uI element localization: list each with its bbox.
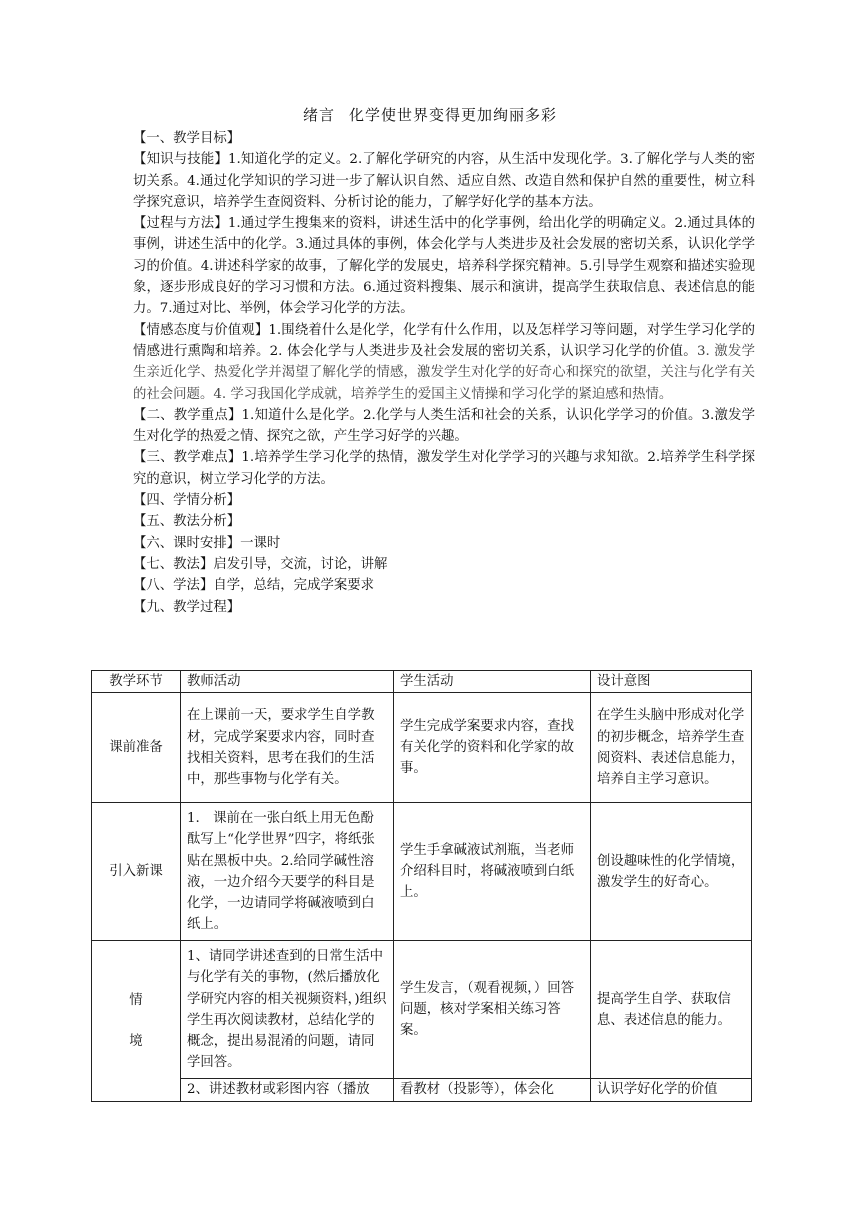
table-cell-student: 学生手拿碱液试剂瓶，当老师介绍科目时，将碱液喷到白纸上。: [394, 803, 591, 941]
paragraph-difficulties: 【三、教学难点】1.培养学生学习化学的热情，激发学生对化学学习的兴趣与求知欲。2.培养学生科学探究的意识，树立学习化学的方法。: [133, 450, 755, 487]
stage-char-2: 境: [129, 1033, 143, 1049]
section-heading-teaching-analysis: 【五、教法分析】: [133, 514, 241, 530]
table-cell-intent: 在学生头脑中形成对化学的初步概念，培养学生查阅资料、表述信息能力，培养自主学习意识。: [591, 693, 752, 803]
teaching-process-table: [91, 670, 752, 1102]
header-cell-student: 学生活动: [394, 671, 591, 693]
section-heading-teaching-method: 【七、教法】启发引导，交流，讨论，讲解: [133, 556, 388, 572]
section-heading-process: 【九、教学过程】: [133, 599, 241, 615]
paragraph-process-methods: 【过程与方法】1.通过学生搜集来的资料，讲述生活中的化学事例，给出化学的明确定义。2.通过具体的事例，讲述生活中的化学。3.通过具体的事例，体会化学与人类进步及社会发展的密切关系，认识化学学习的价值。4.讲述科学家的故事，了解化学的发展史，培养科学探究精神。5.引导学生观察和描述实验现象，逐步形成良好的学习习惯和方法。6.通过资料搜集、展示和演讲，提高学生获取信息、表述信息的能力。7.通过对比、举例，体会学习化学的方法。: [133, 216, 755, 317]
document-body: [133, 128, 755, 618]
table-row: [92, 1079, 752, 1101]
page-title: [0, 104, 860, 125]
table-cell-stage: [92, 941, 181, 1101]
stage-label-vertical: [98, 990, 174, 1053]
header-cell-stage: 教学环节: [92, 671, 181, 693]
table-cell-student: 学生完成学案要求内容，查找有关化学的资料和化学家的故事。: [394, 693, 591, 803]
table-row: [92, 803, 752, 941]
table-cell-intent: 创设趣味性的化学情境，激发学生的好奇心。: [591, 803, 752, 941]
section-heading-objectives: 【一、教学目标】: [133, 131, 241, 146]
table-cell-student: 学生发言，（观看视频，）回答问题，核对学案相关练习答案。: [394, 941, 591, 1079]
emotion-main: 【情感态度与价值观】1.围绕着什么是化学，化学有什么作用，以及怎样学习等问题，对学生学习化学的情感进行熏陶和培养。2. 体会化学与人类进步及社会发展的密切关系，认识学习化学的价值。: [133, 322, 755, 359]
table-cell-teacher: 1、请同学讲述查到的日常生活中与化学有关的事物，(然后播放化学研究内容的相关视频资料，)组织学生再次阅读教材，总结化学的概念，提出易混淆的问题，请同学回答。: [181, 941, 394, 1079]
header-cell-teacher: 教师活动: [181, 671, 394, 693]
section-heading-schedule: 【六、课时安排】一课时: [133, 535, 281, 551]
table-cell-student: 看教材（投影等），体会化: [394, 1079, 591, 1101]
emotion-extra: 3. 激发学生亲近化学、热爱化学并渴望了解化学的情感，激发学生对化学的好奇心和探究的欲望，关注与化学有关的社会问题。4. 学习我国化学成就，培养学生的爱国主义情操和学习化学的紧迫感和热情。: [133, 343, 755, 402]
table-cell-teacher: 在上课前一天，要求学生自学教材，完成学案要求内容，同时查找相关资料，思考在我们的生活中，那些事物与化学有关。: [181, 693, 394, 803]
section-heading-student-analysis: 【四、学情分析】: [133, 493, 241, 509]
table-cell-intent: 认识学好化学的价值: [591, 1079, 752, 1101]
table-cell-intent: 提高学生自学、获取信息、表述信息的能力。: [591, 941, 752, 1079]
title-prefix: 绪言: [302, 106, 335, 124]
table-cell-teacher: 2、讲述教材或彩图内容（播放: [181, 1079, 394, 1101]
header-cell-intent: 设计意图: [591, 671, 752, 693]
table-cell-stage: 引入新课: [92, 803, 181, 941]
table-cell-stage: 课前准备: [92, 693, 181, 803]
stage-char-1: 情: [129, 992, 143, 1008]
table-row: [92, 941, 752, 1079]
table-header-row: [92, 671, 752, 693]
paragraph-knowledge-skills: 【知识与技能】1.知道化学的定义。2.了解化学研究的内容，从生活中发现化学。3.了解化学与人类的密切关系。4.通过化学知识的学习进一步了解认识自然、适应自然、改造自然和保护自然的重要性，树立科学探究意识，培养学生查阅资料、分析讨论的能力，了解学好化学的基本方法。: [133, 152, 755, 210]
title-main: 化学使世界变得更加绚丽多彩: [349, 106, 558, 124]
paragraph-emotion-values: [133, 320, 755, 405]
paragraph-key-points: 【二、教学重点】1.知道什么是化学。2.化学与人类生活和社会的关系，认识化学学习的价值。3.激发学生对化学的热爱之情、探究之欲，产生学习好学的兴趣。: [133, 407, 755, 445]
table-cell-teacher: 1. 课前在一张白纸上用无色酚酞写上“化学世界”四字，将纸张贴在黑板中央。2.给同学碱性溶液，一边介绍今天要学的科目是化学，一边请同学将碱液喷到白纸上。: [181, 803, 394, 941]
section-heading-learning-method: 【八、学法】自学，总结，完成学案要求: [133, 578, 375, 594]
table-row: [92, 693, 752, 803]
